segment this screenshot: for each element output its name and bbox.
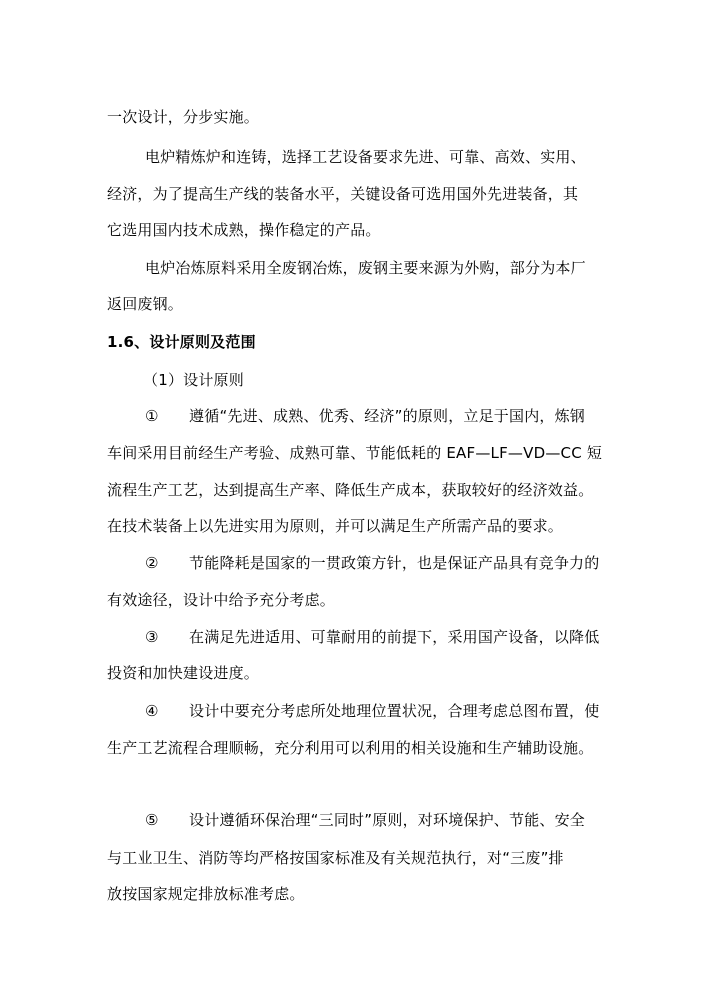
paragraph-line: 车间采用目前经生产考验、成熟可靠、节能低耗的 EAF—LF—VD—CC 短 [107,444,603,462]
paragraph-line: 在技术装备上以先进实用为原则，并可以满足生产所需产品的要求。 [107,517,564,535]
subsection-title: （1）设计原则 [143,371,244,389]
paragraph-line: 流程生产工艺，达到提高生产率、降低生产成本，获取较好的经济效益。 [107,481,594,499]
paragraph-line: 一次设计，分步实施。 [107,108,260,126]
paragraph-line: 电炉精炼炉和连铸，选择工艺设备要求先进、可靠、高效、实用、 [145,148,586,166]
paragraph-line: 返回废钢。 [107,295,184,313]
section-heading: 1.6、设计原则及范围 [107,333,256,351]
paragraph-line: ⑤ 设计遵循环保治理“三同时”原则，对环境保护、节能、安全 [145,811,585,829]
paragraph-line: 与工业卫生、消防等均严格按国家标准及有关规范执行，对“三废”排 [107,849,564,867]
paragraph-line: 生产工艺流程合理顺畅，充分利用可以利用的相关设施和生产辅助设施。 [107,739,594,757]
paragraph-line: 电炉冶炼原料采用全废钢冶炼，废钢主要来源为外购，部分为本厂 [145,259,586,277]
paragraph-line: ③ 在满足先进适用、可靠耐用的前提下，采用国产设备，以降低 [145,628,600,646]
paragraph-line: 投资和加快建设进度。 [107,664,260,682]
paragraph-line: 放按国家规定排放标准考虑。 [107,885,305,903]
paragraph-line: ② 节能降耗是国家的一贯政策方针，也是保证产品具有竞争力的 [145,554,600,572]
paragraph-line: 经济，为了提高生产线的装备水平，关键设备可选用国外先进装备，其 [107,185,579,203]
paragraph-line: ① 遵循“先进、成熟、优秀、经济”的原则，立足于国内，炼钢 [145,407,585,425]
paragraph-line: 它选用国内技术成熟，操作稳定的产品。 [107,221,381,239]
paragraph-line: ④ 设计中要充分考虑所处地理位置状况，合理考虑总图布置，使 [145,702,600,720]
paragraph-line: 有效途径，设计中给予充分考虑。 [107,591,336,609]
